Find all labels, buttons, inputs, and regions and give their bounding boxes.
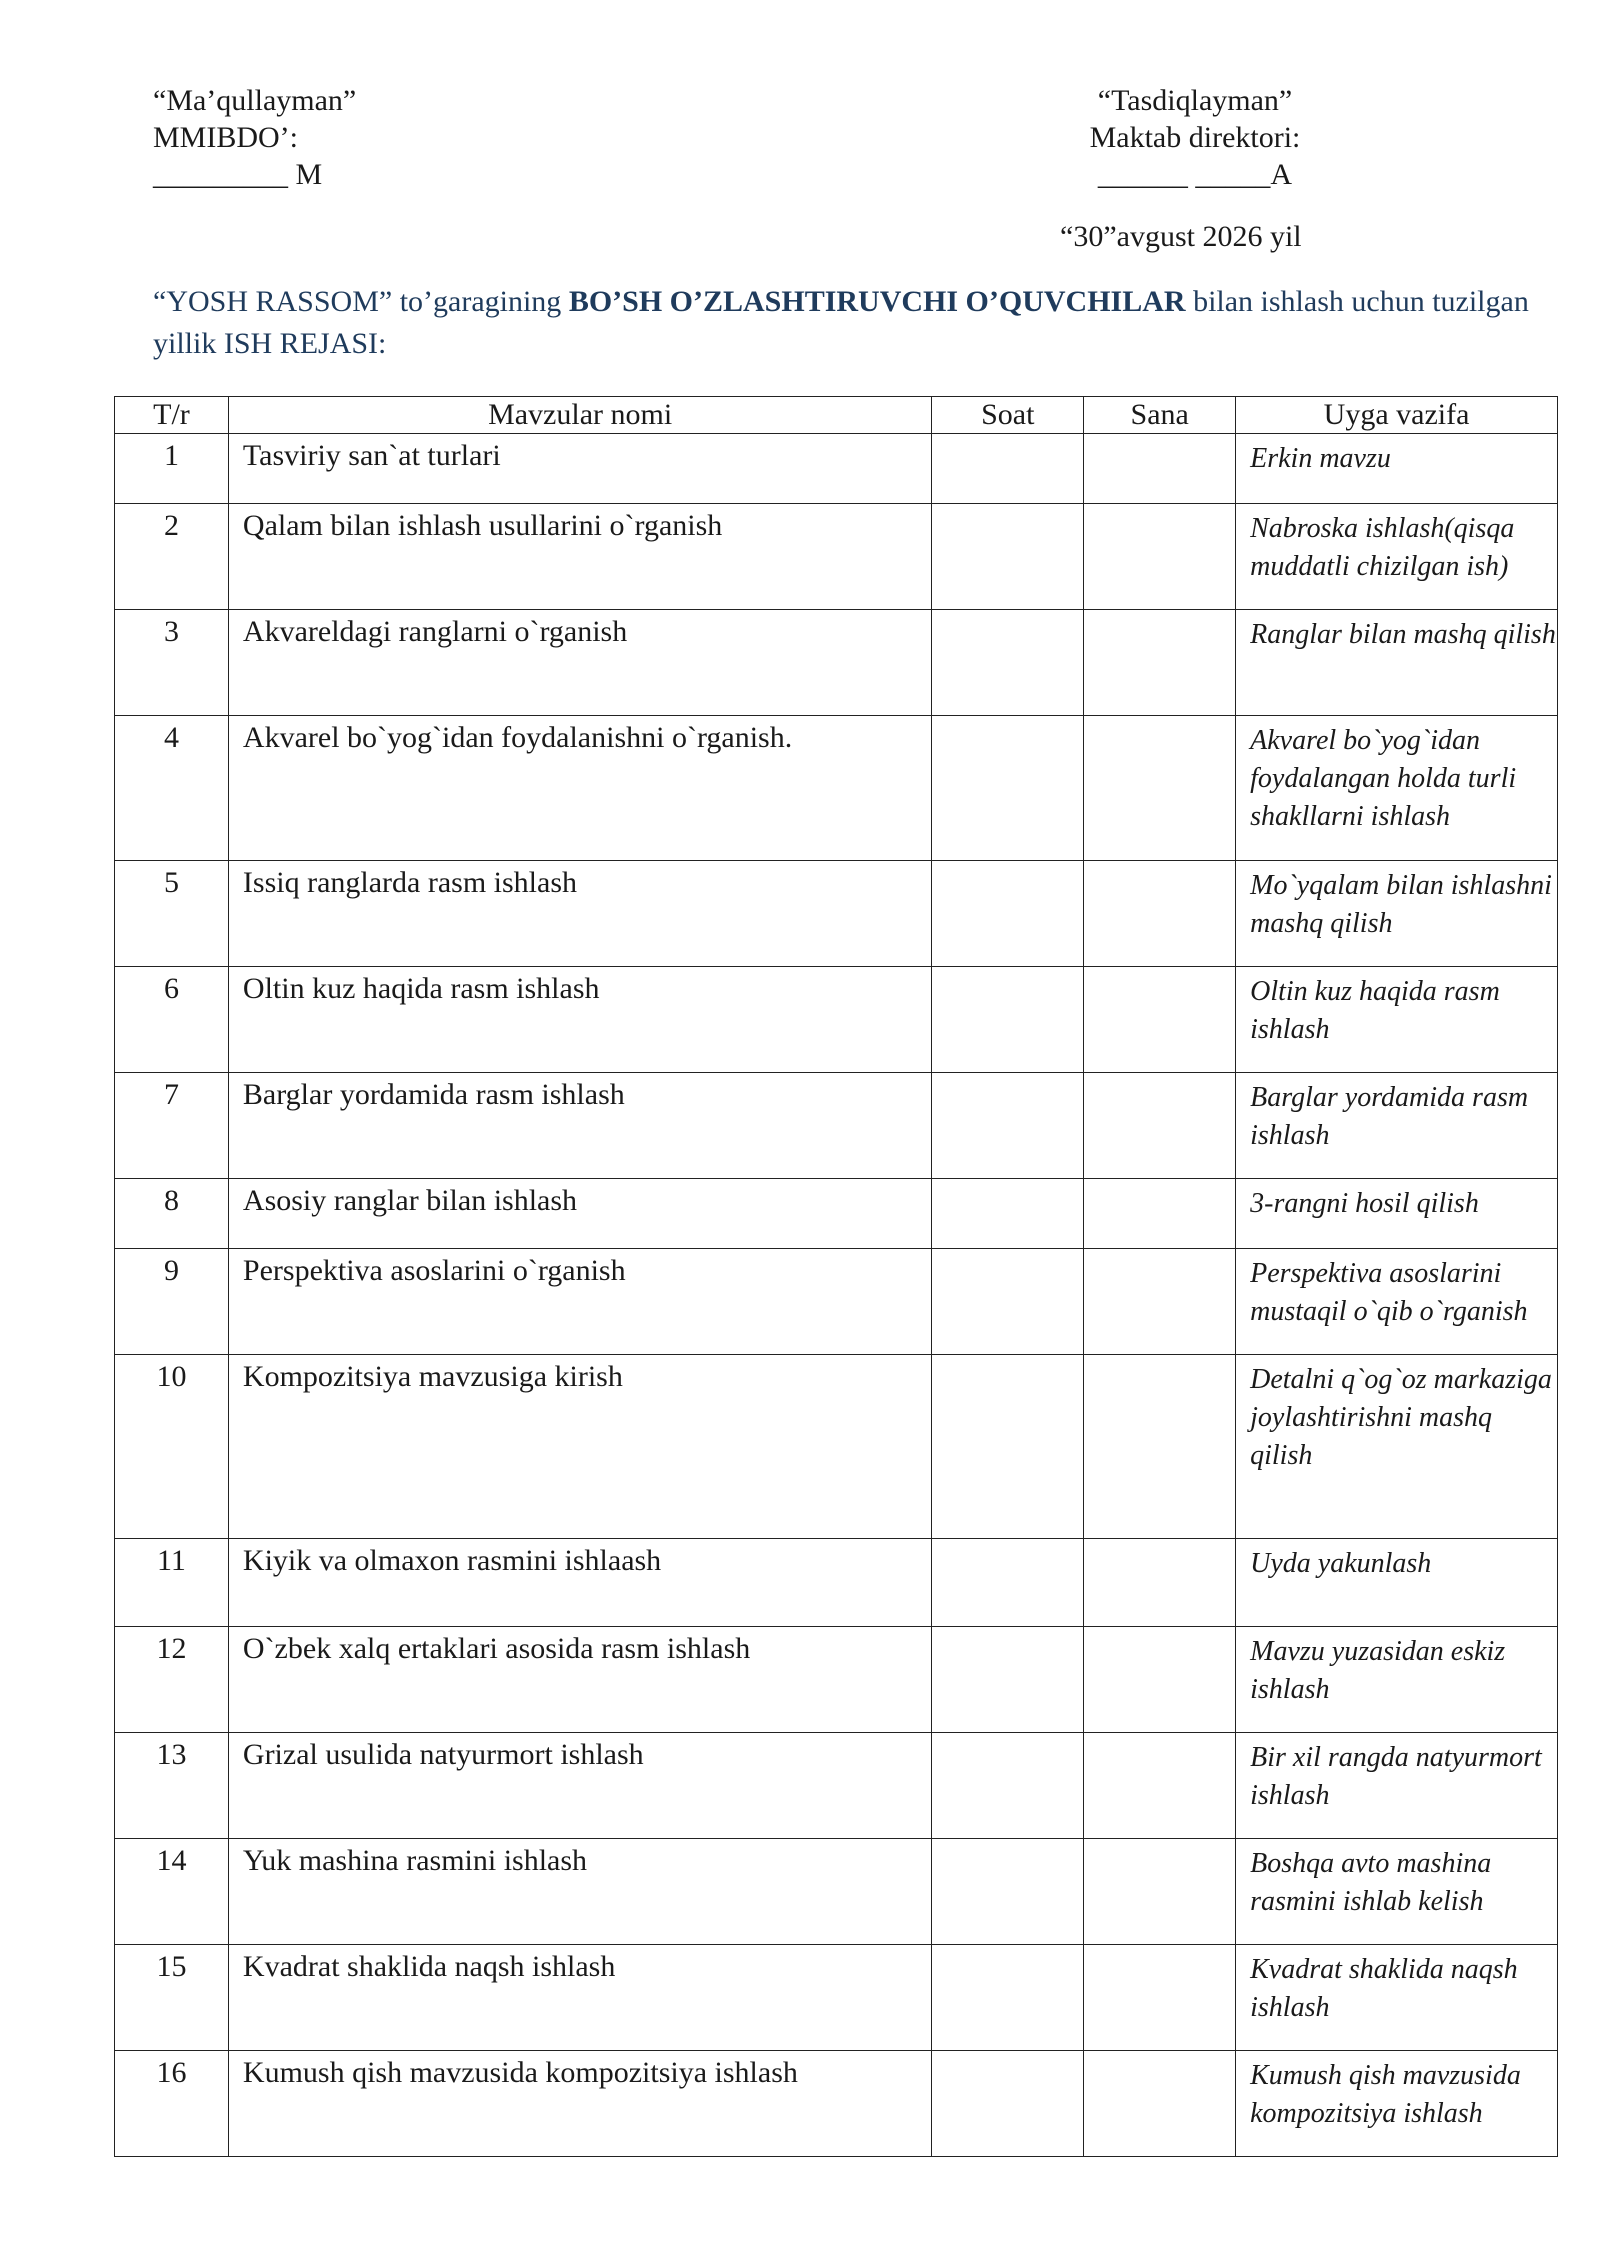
table-row — [115, 1733, 1558, 1839]
title-part2: bilan ishlash uchun tuzilgan yillik ISH REJASI: — [153, 285, 1529, 360]
row-number: 2 — [115, 504, 229, 610]
row-homework: Akvarel bo`yog`idan foydalangan holda turli shakllarni ishlash — [1236, 716, 1558, 861]
row-homework: Bir xil rangda natyurmort ishlash — [1236, 1733, 1558, 1839]
row-number: 11 — [115, 1539, 229, 1627]
row-topic: Kvadrat shaklida naqsh ishlash — [228, 1945, 931, 2051]
row-topic: Asosiy ranglar bilan ishlash — [228, 1179, 931, 1249]
row-homework: Oltin kuz haqida rasm ishlash — [1236, 967, 1558, 1073]
header-number: T/r — [115, 397, 229, 434]
header-hours: Soat — [932, 397, 1084, 434]
row-number: 4 — [115, 716, 229, 861]
row-topic: Tasviriy san`at turlari — [228, 434, 931, 504]
row-number: 9 — [115, 1249, 229, 1355]
row-hours — [932, 1733, 1084, 1839]
row-date — [1084, 1733, 1236, 1839]
row-hours — [932, 610, 1084, 716]
title-part1: “YOSH RASSOM” to’garagining — [153, 285, 569, 318]
signature-line: _________ M — [153, 158, 323, 191]
approval-block-right — [1030, 82, 1360, 193]
row-topic: Grizal usulida natyurmort ishlash — [228, 1733, 931, 1839]
row-homework: Kvadrat shaklida naqsh ishlash — [1236, 1945, 1558, 2051]
header-date: Sana — [1084, 397, 1236, 434]
row-hours — [932, 434, 1084, 504]
row-number: 13 — [115, 1733, 229, 1839]
row-hours — [932, 1179, 1084, 1249]
row-hours — [932, 1249, 1084, 1355]
row-date — [1084, 2051, 1236, 2157]
table-row — [115, 2051, 1558, 2157]
row-homework: Mavzu yuzasidan eskiz ishlash — [1236, 1627, 1558, 1733]
row-number: 14 — [115, 1839, 229, 1945]
table-row — [115, 610, 1558, 716]
row-number: 16 — [115, 2051, 229, 2157]
table-row — [115, 504, 1558, 610]
row-date — [1084, 504, 1236, 610]
table-row — [115, 861, 1558, 967]
row-date — [1084, 1179, 1236, 1249]
row-homework: Detalni q`og`oz markaziga joylashtirishni mashq qilish — [1236, 1355, 1558, 1539]
table-row — [115, 1073, 1558, 1179]
row-date — [1084, 1073, 1236, 1179]
row-date — [1084, 610, 1236, 716]
header-topic: Mavzular nomi — [228, 397, 931, 434]
row-topic: Barglar yordamida rasm ishlash — [228, 1073, 931, 1179]
work-plan-table — [114, 396, 1558, 2157]
row-homework: Kumush qish mavzusida kompozitsiya ishlash — [1236, 2051, 1558, 2157]
table-row — [115, 1355, 1558, 1539]
table-row — [115, 716, 1558, 861]
row-topic: Kiyik va olmaxon rasmini ishlaash — [228, 1539, 931, 1627]
approval-block-left — [153, 82, 356, 193]
row-hours — [932, 861, 1084, 967]
row-date — [1084, 1539, 1236, 1627]
row-hours — [932, 967, 1084, 1073]
row-date — [1084, 967, 1236, 1073]
row-topic: O`zbek xalq ertaklari asosida rasm ishlash — [228, 1627, 931, 1733]
row-date — [1084, 716, 1236, 861]
row-homework: Perspektiva asoslarini mustaqil o`qib o`rganish — [1236, 1249, 1558, 1355]
row-topic: Yuk mashina rasmini ishlash — [228, 1839, 931, 1945]
row-number: 7 — [115, 1073, 229, 1179]
row-hours — [932, 1539, 1084, 1627]
row-number: 8 — [115, 1179, 229, 1249]
row-hours — [932, 1839, 1084, 1945]
row-topic: Oltin kuz haqida rasm ishlash — [228, 967, 931, 1073]
title-bold: BO’SH O’ZLASHTIRUVCHI O’QUVCHILAR — [568, 285, 1186, 318]
table-row — [115, 1627, 1558, 1733]
director-signature-line: ______ _____A — [1097, 158, 1293, 191]
row-date — [1084, 1945, 1236, 2051]
row-hours — [932, 1945, 1084, 2051]
table-row — [115, 1539, 1558, 1627]
row-hours — [932, 504, 1084, 610]
row-homework: Erkin mavzu — [1236, 434, 1558, 504]
table-row — [115, 1839, 1558, 1945]
table-row — [115, 1249, 1558, 1355]
row-hours — [932, 1073, 1084, 1179]
row-topic: Perspektiva asoslarini o`rganish — [228, 1249, 931, 1355]
row-homework: Uyda yakunlash — [1236, 1539, 1558, 1627]
row-homework: Ranglar bilan mashq qilish — [1236, 610, 1558, 716]
row-topic: Kumush qish mavzusida kompozitsiya ishlash — [228, 2051, 931, 2157]
row-topic: Qalam bilan ishlash usullarini o`rganish — [228, 504, 931, 610]
row-hours — [932, 1355, 1084, 1539]
table-row — [115, 967, 1558, 1073]
row-homework: Mo`yqalam bilan ishlashni mashq qilish — [1236, 861, 1558, 967]
approver-title: MMIBDO’: — [153, 121, 299, 154]
table-row — [115, 1945, 1558, 2051]
row-number: 5 — [115, 861, 229, 967]
row-homework: Nabroska ishlash(qisqa muddatli chizilgan ish) — [1236, 504, 1558, 610]
row-topic: Akvareldagi ranglarni o`rganish — [228, 610, 931, 716]
row-hours — [932, 716, 1084, 861]
row-topic: Akvarel bo`yog`idan foydalanishni o`rganish. — [228, 716, 931, 861]
row-topic: Issiq ranglarda rasm ishlash — [228, 861, 931, 967]
row-number: 3 — [115, 610, 229, 716]
row-number: 10 — [115, 1355, 229, 1539]
row-number: 1 — [115, 434, 229, 504]
approval-label: “Ma’qullayman” — [153, 84, 357, 117]
row-date — [1084, 1839, 1236, 1945]
header-homework: Uyga vazifa — [1236, 397, 1558, 434]
table-header-row — [115, 397, 1558, 434]
row-topic: Kompozitsiya mavzusiga kirish — [228, 1355, 931, 1539]
row-homework: Barglar yordamida rasm ishlash — [1236, 1073, 1558, 1179]
row-hours — [932, 2051, 1084, 2157]
row-number: 12 — [115, 1627, 229, 1733]
row-date — [1084, 1249, 1236, 1355]
table-row — [115, 434, 1558, 504]
row-date — [1084, 1355, 1236, 1539]
director-title: Maktab direktori: — [1089, 121, 1301, 154]
row-date — [1084, 861, 1236, 967]
row-number: 15 — [115, 1945, 229, 2051]
confirm-label: “Tasdiqlayman” — [1097, 84, 1293, 117]
document-date: “30”avgust 2026 yil — [1060, 220, 1302, 253]
row-homework: Boshqa avto mashina rasmini ishlab kelish — [1236, 1839, 1558, 1945]
plan-title — [153, 281, 1543, 365]
row-date — [1084, 434, 1236, 504]
row-date — [1084, 1627, 1236, 1733]
row-number: 6 — [115, 967, 229, 1073]
table-row — [115, 1179, 1558, 1249]
row-hours — [932, 1627, 1084, 1733]
row-homework: 3-rangni hosil qilish — [1236, 1179, 1558, 1249]
